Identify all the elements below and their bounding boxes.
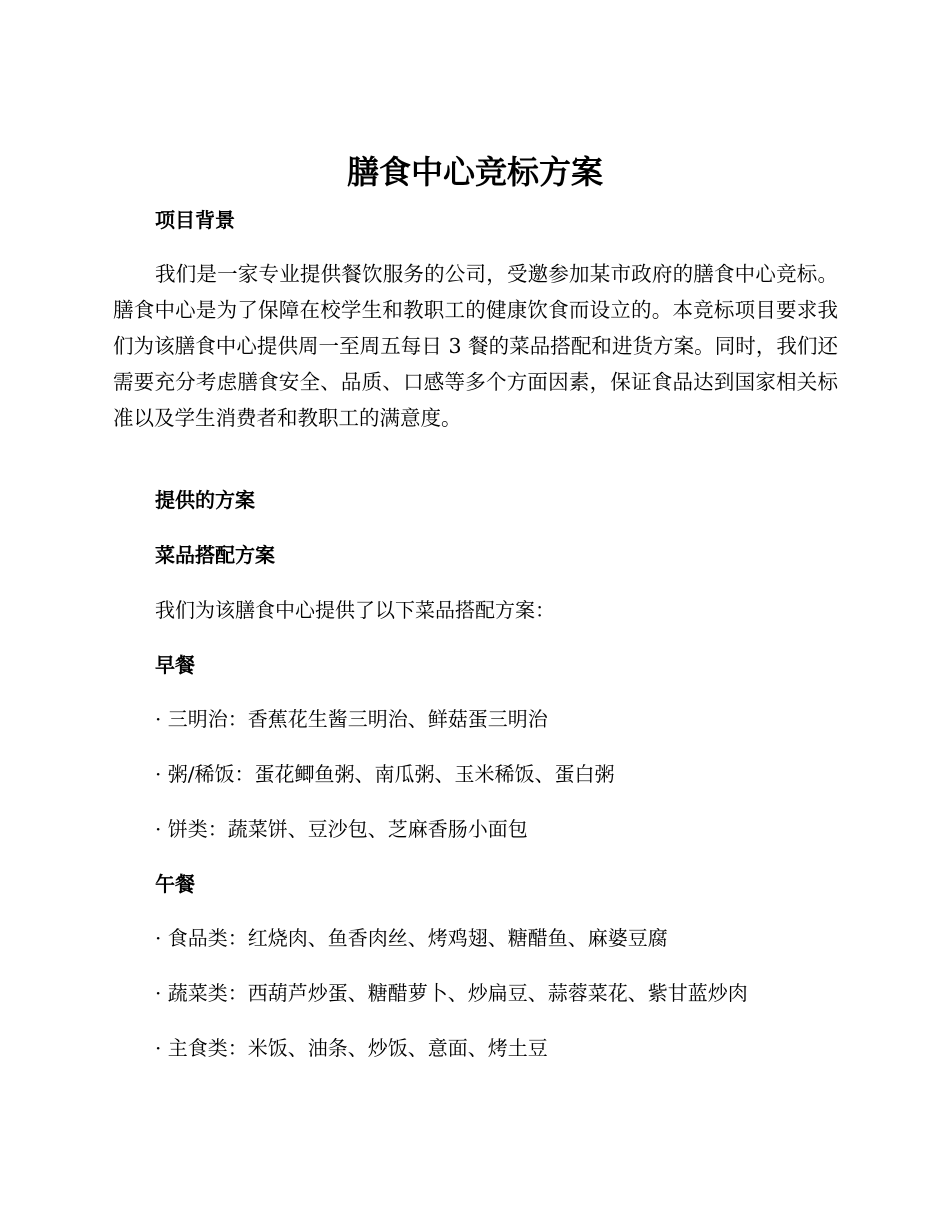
document-title: 膳食中心竞标方案 — [346, 153, 603, 191]
section-heading-breakfast: 早餐 — [155, 653, 195, 677]
list-item: · 三明治：香蕉花生酱三明治、鲜菇蛋三明治 — [155, 707, 548, 731]
list-item: · 食品类：红烧肉、鱼香肉丝、烤鸡翅、糖醋鱼、麻婆豆腐 — [155, 926, 668, 950]
list-item: · 主食类：米饭、油条、炒饭、意面、烤土豆 — [155, 1036, 548, 1060]
section-heading-lunch: 午餐 — [155, 872, 195, 896]
section-heading-menu: 菜品搭配方案 — [155, 543, 275, 567]
list-item: · 饼类：蔬菜饼、豆沙包、芝麻香肠小面包 — [155, 817, 528, 841]
background-paragraph: 我们是一家专业提供餐饮服务的公司，受邀参加某市政府的膳食中心竞标。膳食中心是为了保障在校学生和教职工的健康饮食而设立的。本竞标项目要求我们为该膳食中心提供周一至周五每日 3 餐的菜品搭配和进货方案。同时，我们还需要充分考虑膳食安全、品质、口感等多个方面因素，保证食品达到国家相关标准以及学生消费者和教职工的满意度。 — [113, 262, 838, 430]
menu-intro-text: 我们为该膳食中心提供了以下菜品搭配方案： — [155, 598, 555, 622]
list-item: · 粥/稀饭：蛋花鲫鱼粥、南瓜粥、玉米稀饭、蛋白粥 — [155, 762, 615, 786]
list-item: · 蔬菜类：西葫芦炒蛋、糖醋萝卜、炒扁豆、蒜蓉菜花、紫甘蓝炒肉 — [155, 981, 748, 1005]
section-heading-solution: 提供的方案 — [155, 488, 255, 512]
section-heading-background: 项目背景 — [155, 208, 235, 232]
